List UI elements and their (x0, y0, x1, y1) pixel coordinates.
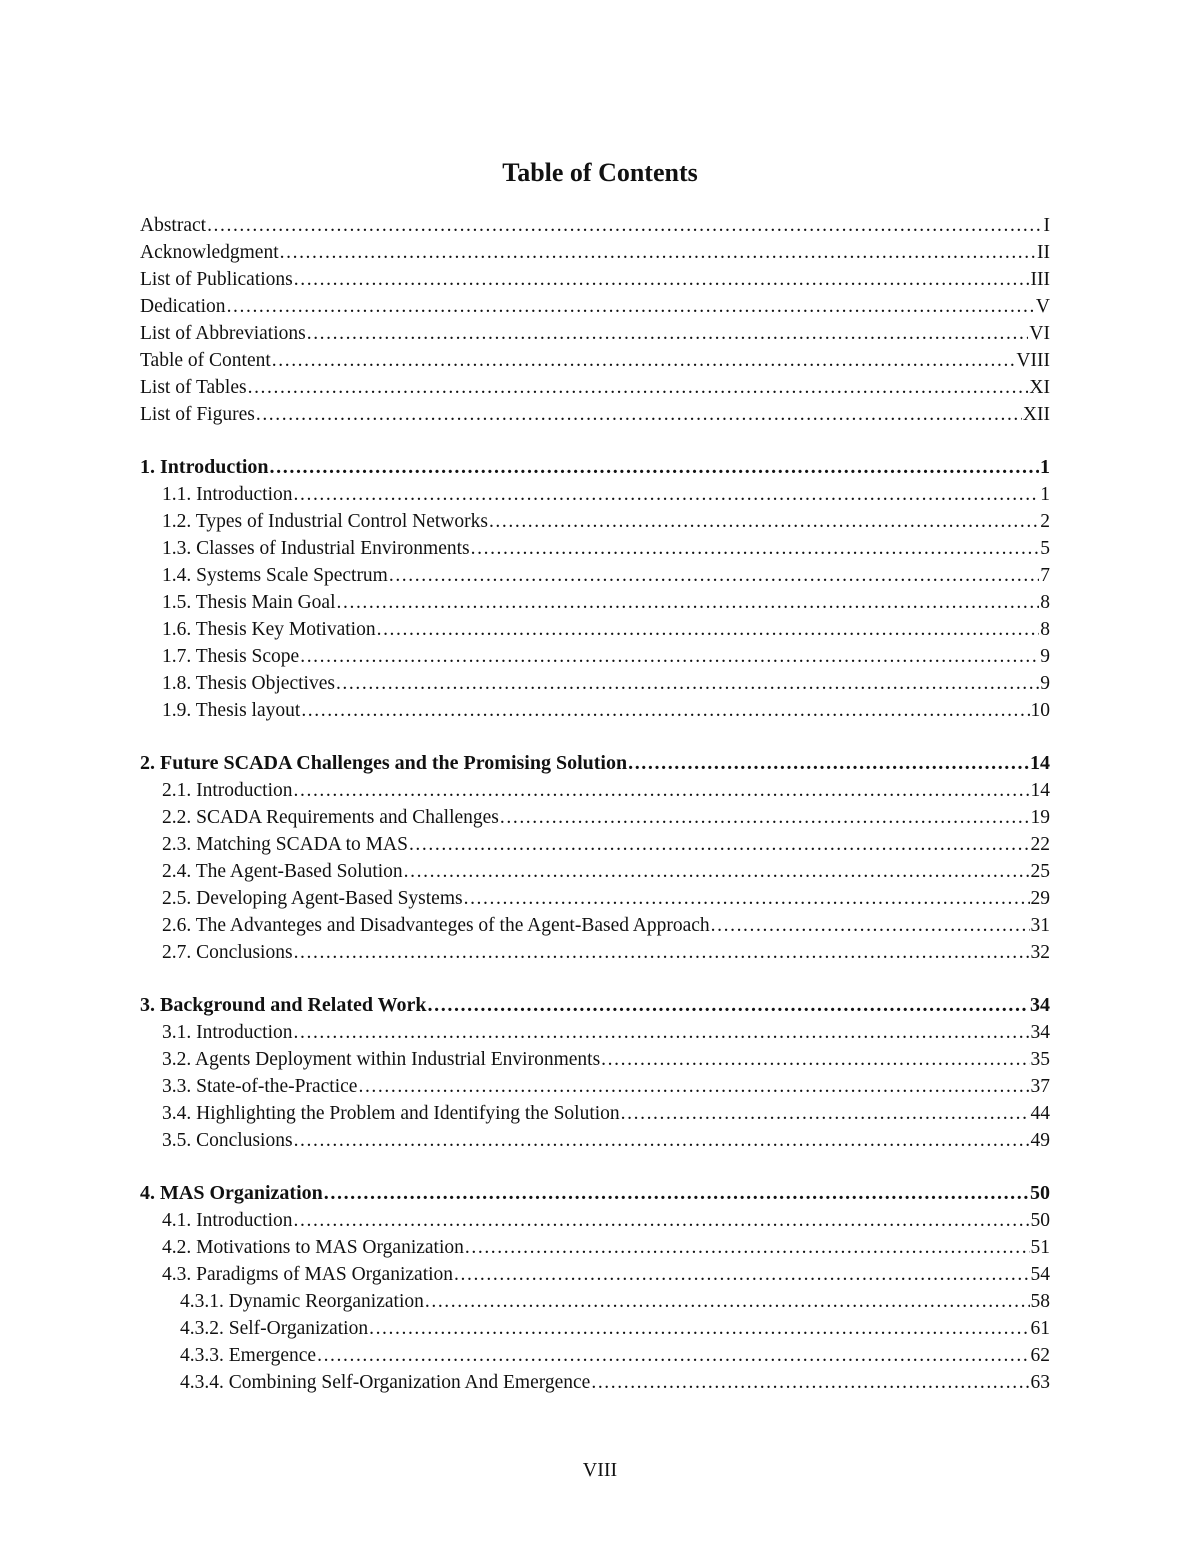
dot-leader (207, 212, 1042, 239)
toc-entry-title: 1.8. Thesis Objectives (162, 673, 335, 694)
dot-leader (294, 1207, 1030, 1234)
toc-entry[interactable] (140, 643, 1050, 670)
toc-entry[interactable] (140, 347, 1050, 374)
toc-entry-page: 44 (1030, 1103, 1050, 1124)
toc-entry-title: 3.4. Highlighting the Problem and Identifying the Solution (162, 1103, 620, 1124)
toc-entry-title: 1.6. Thesis Key Motivation (162, 619, 376, 640)
dot-leader (294, 939, 1030, 966)
dot-leader (428, 992, 1029, 1019)
toc-entry[interactable] (140, 1127, 1050, 1154)
dot-leader (591, 1369, 1029, 1396)
toc-entry-title: List of Publications (140, 269, 293, 290)
toc-entry-title: 4.3.4. Combining Self-Organization And Emergence (180, 1372, 591, 1393)
toc-entry[interactable] (140, 1207, 1050, 1234)
toc-section (140, 992, 1050, 1154)
toc-entry[interactable] (140, 1261, 1050, 1288)
toc-entry-page: III (1030, 269, 1050, 290)
dot-leader (409, 831, 1030, 858)
toc-entry[interactable] (140, 1100, 1050, 1127)
dot-leader (465, 1234, 1030, 1261)
dot-leader (301, 697, 1029, 724)
toc-entry-title: 2.2. SCADA Requirements and Challenges (162, 807, 499, 828)
dot-leader (425, 1288, 1030, 1315)
toc-section (140, 1180, 1050, 1396)
toc-entry[interactable] (140, 939, 1050, 966)
toc-entry-title: Dedication (140, 296, 226, 317)
toc-entry-page: 1 (1040, 456, 1050, 478)
toc-entry-title: 1.3. Classes of Industrial Environments (162, 538, 470, 559)
toc-entry-title: 1.9. Thesis layout (162, 700, 301, 721)
toc-section (140, 750, 1050, 966)
toc-entry[interactable] (140, 239, 1050, 266)
toc-entry-title: 4. MAS Organization (140, 1182, 323, 1204)
dot-leader (294, 1019, 1030, 1046)
toc-entry-title: 1.1. Introduction (162, 484, 293, 505)
dot-leader (317, 1342, 1029, 1369)
dot-leader (227, 293, 1035, 320)
toc-chapter-entry[interactable] (140, 750, 1050, 777)
toc-entry-page: XI (1029, 377, 1050, 398)
dot-leader (711, 912, 1030, 939)
toc-entry[interactable] (140, 858, 1050, 885)
toc-entry-title: 4.3.1. Dynamic Reorganization (180, 1291, 424, 1312)
toc-entry-page: 49 (1030, 1130, 1050, 1151)
toc-entry[interactable] (140, 777, 1050, 804)
toc-entry-page: 29 (1030, 888, 1050, 909)
toc-entry[interactable] (140, 562, 1050, 589)
toc-entry[interactable] (140, 885, 1050, 912)
toc-entry[interactable] (140, 697, 1050, 724)
toc-entry-page: 50 (1030, 1182, 1050, 1204)
toc-entry-title: 1.2. Types of Industrial Control Networks (162, 511, 488, 532)
toc-entry[interactable] (140, 1073, 1050, 1100)
toc-entry-title: 2. Future SCADA Challenges and the Promising Solution (140, 752, 628, 774)
toc-entry[interactable] (140, 212, 1050, 239)
dot-leader (280, 239, 1036, 266)
toc-entry-page: 1 (1040, 484, 1050, 505)
toc-section (140, 212, 1050, 428)
toc-entry-page: 8 (1040, 592, 1050, 613)
toc-entry-title: 4.2. Motivations to MAS Organization (162, 1237, 464, 1258)
dot-leader (389, 562, 1039, 589)
toc-chapter-entry[interactable] (140, 1180, 1050, 1207)
toc-entry[interactable] (140, 481, 1050, 508)
toc-entry[interactable] (140, 1234, 1050, 1261)
toc-entry-title: 2.6. The Advanteges and Disadvanteges of the Agent-Based Approach (162, 915, 710, 936)
toc-entry[interactable] (140, 616, 1050, 643)
dot-leader (294, 266, 1030, 293)
toc-entry[interactable] (140, 589, 1050, 616)
toc-entry-title: 3.1. Introduction (162, 1022, 293, 1043)
toc-entry[interactable] (140, 266, 1050, 293)
toc-entry[interactable] (140, 535, 1050, 562)
toc-entry-page: 35 (1030, 1049, 1050, 1070)
toc-entry-title: Acknowledgment (140, 242, 279, 263)
toc-entry[interactable] (140, 670, 1050, 697)
toc-entry-page: 7 (1040, 565, 1050, 586)
toc-entry-page: V (1035, 296, 1050, 317)
toc-entry-page: 31 (1030, 915, 1050, 936)
toc-entry-page: 10 (1030, 700, 1050, 721)
toc-entry-title: 3.3. State-of-the-Practice (162, 1076, 358, 1097)
dot-leader (621, 1100, 1030, 1127)
toc-entry-page: 50 (1030, 1210, 1050, 1231)
toc-entry-title: 1.7. Thesis Scope (162, 646, 300, 667)
toc-entry-page: II (1037, 242, 1050, 263)
dot-leader (628, 750, 1029, 777)
dot-leader (601, 1046, 1029, 1073)
toc-entry[interactable] (140, 374, 1050, 401)
toc-entry[interactable] (140, 804, 1050, 831)
toc-entry-page: 22 (1030, 834, 1050, 855)
toc-entry[interactable] (140, 1046, 1050, 1073)
toc-entry-page: 62 (1030, 1345, 1050, 1366)
toc-chapter-entry[interactable] (140, 454, 1050, 481)
dot-leader (377, 616, 1040, 643)
toc-entry-page: I (1043, 215, 1050, 236)
dot-leader (337, 589, 1040, 616)
toc-entry-page: 8 (1040, 619, 1050, 640)
dot-leader (294, 777, 1030, 804)
toc-chapter-entry[interactable] (140, 992, 1050, 1019)
toc-entry-page: VI (1029, 323, 1050, 344)
toc-entry-title: 3. Background and Related Work (140, 994, 427, 1016)
toc-entry-title: 4.1. Introduction (162, 1210, 293, 1231)
toc-entry-page: 25 (1030, 861, 1050, 882)
toc-entry-title: 1.4. Systems Scale Spectrum (162, 565, 388, 586)
toc-entry-title: 2.4. The Agent-Based Solution (162, 861, 403, 882)
toc-entry[interactable] (140, 508, 1050, 535)
toc-entry-page: 63 (1030, 1372, 1050, 1393)
toc-entry[interactable] (140, 831, 1050, 858)
toc-entry-title: List of Abbreviations (140, 323, 306, 344)
page-number: VIII (582, 1459, 618, 1481)
toc-entry-page: 34 (1030, 1022, 1050, 1043)
toc-entry-page: 51 (1030, 1237, 1050, 1258)
dot-leader (500, 804, 1030, 831)
dot-leader (272, 347, 1016, 374)
toc-entry-title: 2.7. Conclusions (162, 942, 293, 963)
dot-leader (294, 1127, 1030, 1154)
toc-entry-title: 3.2. Agents Deployment within Industrial Environments (162, 1049, 601, 1070)
toc-entry-page: 37 (1030, 1076, 1050, 1097)
toc-entry-title: 4.3. Paradigms of MAS Organization (162, 1264, 454, 1285)
toc-entry-page: 61 (1030, 1318, 1050, 1339)
toc-entry-page: 9 (1040, 646, 1050, 667)
toc-entry-page: 2 (1040, 511, 1050, 532)
toc-entry-title: Table of Content (140, 350, 271, 371)
toc-entry-page: 32 (1030, 942, 1050, 963)
toc-entry-title: 3.5. Conclusions (162, 1130, 293, 1151)
toc-entry-page: 54 (1030, 1264, 1050, 1285)
toc-entry-page: 5 (1040, 538, 1050, 559)
toc-entry[interactable] (140, 320, 1050, 347)
toc-entry-title: 4.3.2. Self-Organization (180, 1318, 369, 1339)
dot-leader (336, 670, 1039, 697)
toc-entry[interactable] (140, 1315, 1050, 1342)
toc-section (140, 454, 1050, 724)
table-of-contents (140, 212, 1050, 1422)
toc-entry-page: 14 (1030, 780, 1050, 801)
toc-entry-title: 2.5. Developing Agent-Based Systems (162, 888, 463, 909)
toc-entry-page: 9 (1040, 673, 1050, 694)
dot-leader (369, 1315, 1029, 1342)
dot-leader (324, 1180, 1029, 1207)
dot-leader (489, 508, 1039, 535)
toc-entry-page: 19 (1030, 807, 1050, 828)
dot-leader (471, 535, 1040, 562)
page-title: Table of Contents (502, 158, 698, 188)
dot-leader (256, 401, 1022, 428)
dot-leader (300, 643, 1039, 670)
toc-entry-title: List of Tables (140, 377, 247, 398)
toc-entry-page: 14 (1030, 752, 1050, 774)
toc-entry[interactable] (140, 401, 1050, 428)
toc-entry-title: 1. Introduction (140, 456, 269, 478)
toc-entry-title: Abstract (140, 215, 207, 236)
toc-entry-title: List of Figures (140, 404, 255, 425)
toc-entry[interactable] (140, 912, 1050, 939)
toc-entry-title: 2.1. Introduction (162, 780, 293, 801)
toc-entry[interactable] (140, 1342, 1050, 1369)
toc-entry-page: 58 (1030, 1291, 1050, 1312)
toc-entry-page: VIII (1016, 350, 1050, 371)
dot-leader (307, 320, 1029, 347)
toc-entry[interactable] (140, 1369, 1050, 1396)
toc-entry[interactable] (140, 1019, 1050, 1046)
dot-leader (404, 858, 1030, 885)
toc-entry[interactable] (140, 1288, 1050, 1315)
dot-leader (270, 454, 1039, 481)
toc-entry-page: XII (1022, 404, 1050, 425)
dot-leader (464, 885, 1030, 912)
dot-leader (454, 1261, 1029, 1288)
toc-entry[interactable] (140, 293, 1050, 320)
dot-leader (358, 1073, 1029, 1100)
toc-entry-title: 2.3. Matching SCADA to MAS (162, 834, 408, 855)
toc-entry-page: 34 (1030, 994, 1050, 1016)
dot-leader (294, 481, 1040, 508)
dot-leader (248, 374, 1029, 401)
toc-entry-title: 1.5. Thesis Main Goal (162, 592, 336, 613)
toc-entry-title: 4.3.3. Emergence (180, 1345, 317, 1366)
